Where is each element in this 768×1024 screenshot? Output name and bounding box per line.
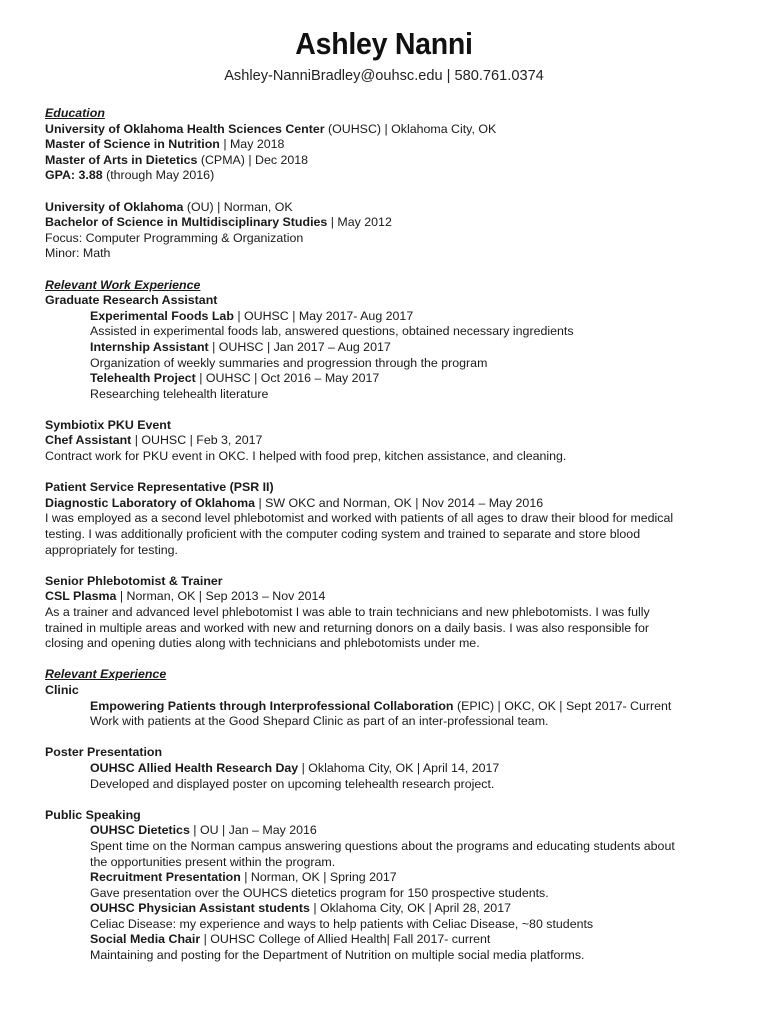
psr-desc-2: testing. I was additionally proficient with the computer coding system and trained to separate and store blood: [45, 527, 641, 542]
education-ms-degree: Master of Science in Nutrition | May 2018: [45, 137, 285, 152]
gra-intern: Internship Assistant | OUHSC | Jan 2017 – Aug 2017: [90, 339, 391, 354]
psr-org: Diagnostic Laboratory of Oklahoma | SW OKC and Norman, OK | Nov 2014 – May 2016: [45, 495, 544, 510]
resume-body: [45, 106, 745, 964]
speaking-social: Social Media Chair | OUHSC College of Allied Health| Fall 2017- current: [90, 932, 491, 947]
psr-desc-3: appropriately for testing.: [45, 542, 178, 557]
education-focus: Focus: Computer Programming & Organization: [45, 230, 304, 245]
resume-name: Ashley Nanni: [295, 26, 473, 61]
exp-title-speaking: Public Speaking: [45, 807, 141, 822]
speaking-dietetics: OUHSC Dietetics | OU | Jan – May 2016: [90, 823, 317, 838]
clinic-desc: Work with patients at the Good Shepard Clinic as part of an inter-professional team.: [90, 714, 549, 729]
csl-desc-3: closing and opening duties along with technicians and phlebotomists under me.: [45, 636, 480, 651]
education-ma-degree: Master of Arts in Dietetics (CPMA) | Dec 2018: [45, 152, 309, 167]
speaking-social-desc: Maintaining and posting for the Department of Nutrition on multiple social media platforms.: [90, 948, 585, 963]
education-bs-degree: Bachelor of Science in Multidisciplinary Studies | May 2012: [45, 215, 392, 230]
job-title-gra: Graduate Research Assistant: [45, 293, 218, 308]
education-minor: Minor: Math: [45, 246, 111, 261]
gra-tele-desc: Researching telehealth literature: [90, 386, 269, 401]
psr-desc-1: I was employed as a second level phlebotomist and worked with patients of all ages to draw their blood for medical: [45, 511, 674, 526]
education-ouhsc-school: University of Oklahoma Health Sciences Center (OUHSC) | Oklahoma City, OK: [45, 121, 497, 136]
section-heading-work: Relevant Work Experience: [45, 277, 201, 292]
speaking-pa: OUHSC Physician Assistant students | Oklahoma City, OK | April 28, 2017: [90, 901, 511, 916]
gra-intern-desc: Organization of weekly summaries and progression through the program: [90, 355, 488, 370]
speaking-pa-desc: Celiac Disease: my experience and ways to help patients with Celiac Disease, ~80 students: [90, 916, 594, 931]
pku-desc: Contract work for PKU event in OKC. I helped with food prep, kitchen assistance, and cleaning.: [45, 449, 567, 464]
exp-title-clinic: Clinic: [45, 682, 79, 697]
clinic-epic: Empowering Patients through Interprofessional Collaboration (EPIC) | OKC, OK | Sept 2017- Current: [90, 698, 672, 713]
job-title-psr: Patient Service Representative (PSR II): [45, 480, 274, 495]
education-gpa: GPA: 3.88 (through May 2016): [45, 168, 215, 183]
speaking-dietetics-desc-1: Spent time on the Norman campus answering questions about the programs and educating students about: [90, 838, 675, 853]
speaking-recruitment: Recruitment Presentation | Norman, OK | Spring 2017: [90, 870, 397, 885]
exp-title-poster: Poster Presentation: [45, 745, 163, 760]
contact-line: Ashley-NanniBradley@ouhsc.edu | 580.761.0374: [224, 68, 544, 84]
csl-desc-2: trained in multiple areas and worked with new and returning donors on a daily basis. I was also responsible for: [45, 620, 650, 635]
pku-role: Chef Assistant | OUHSC | Feb 3, 2017: [45, 433, 263, 448]
job-title-pku: Symbiotix PKU Event: [45, 417, 171, 432]
section-heading-experience: Relevant Experience: [45, 667, 167, 682]
csl-desc-1: As a trainer and advanced level phlebotomist I was able to train technicians and new phlebotomists. I was fully: [45, 605, 650, 619]
speaking-recruitment-desc: Gave presentation over the OUHCS dietetics program for 150 prospective students.: [90, 885, 549, 900]
gra-lab-desc: Assisted in experimental foods lab, answered questions, obtained necessary ingredients: [90, 324, 574, 339]
speaking-dietetics-desc-2: the opportunities present within the program.: [90, 854, 336, 869]
poster-desc: Developed and displayed poster on upcoming telehealth research project.: [90, 776, 495, 791]
gra-lab: Experimental Foods Lab | OUHSC | May 2017- Aug 2017: [90, 308, 414, 323]
poster-event: OUHSC Allied Health Research Day | Oklahoma City, OK | April 14, 2017: [90, 760, 500, 775]
job-title-csl: Senior Phlebotomist & Trainer: [45, 573, 223, 588]
gra-tele: Telehealth Project | OUHSC | Oct 2016 – May 2017: [90, 371, 380, 386]
education-ou-school: University of Oklahoma (OU) | Norman, OK: [45, 199, 293, 214]
csl-org: CSL Plasma | Norman, OK | Sep 2013 – Nov 2014: [45, 589, 326, 604]
section-heading-education: Education: [45, 106, 105, 120]
